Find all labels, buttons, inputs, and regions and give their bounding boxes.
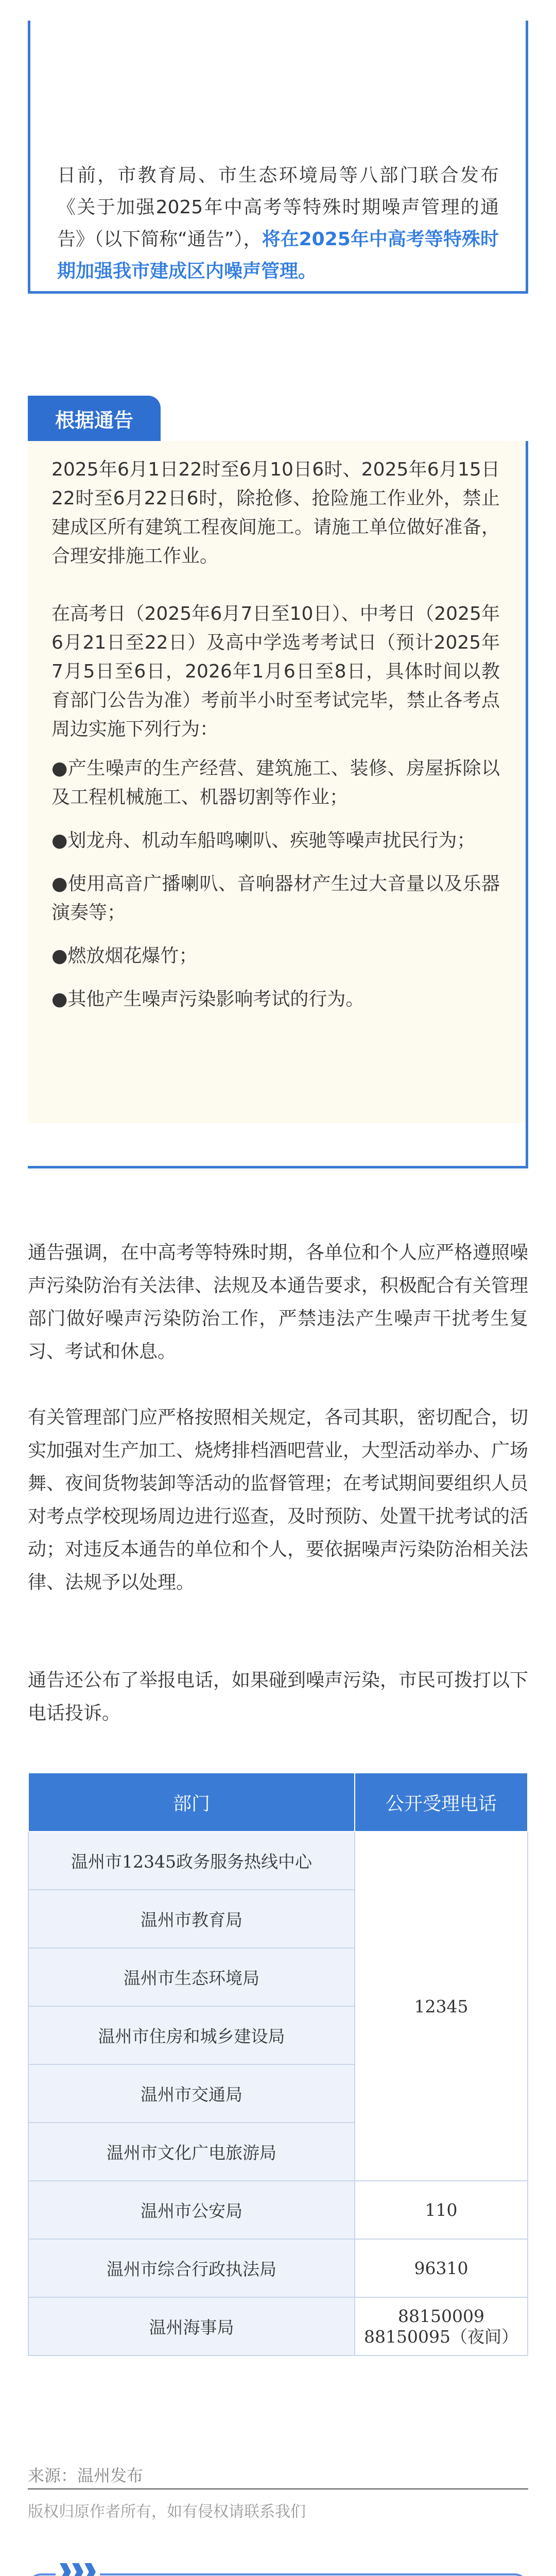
table-row (28, 2297, 528, 2355)
dept-cell: 温州市公安局 (28, 2181, 355, 2239)
copyright-line: 版权归原作者所有，如有侵权请联系我们 (28, 2503, 306, 2521)
notice-item: ●燃放烟花爆竹； (51, 945, 198, 967)
source-line: 来源：温州发布 (28, 2466, 144, 2485)
dept-cell: 温州市文化广电旅游局 (28, 2123, 355, 2181)
body-paragraph-1: 通告强调，在中高考等特殊时期，各单位和个人应严格遵照噪声污染防治有关法律、法规及本通告要求，积极配合有关管理部门做好噪声污染防治工作，严禁违法产生噪声干扰考生复习、考试和休息。 (28, 1242, 529, 1362)
intro-text-plain: 日前，市教育局、市生态环境局等八部门联合发布《关于加强2025年中高考等特殊时期噪声管理的通告》（以下简称“通告”）， (57, 165, 499, 250)
notice-item: ●使用高音广播喇叭、音响器材产生过大音量以及乐器演奏等； (51, 873, 500, 923)
intro-box (28, 21, 528, 294)
dept-cell: 温州市教育局 (28, 1890, 355, 1948)
dept-cell: 温州市综合行政执法局 (28, 2239, 355, 2297)
dept-cell: 温州海事局 (28, 2297, 355, 2355)
body-paragraph-2: 有关管理部门应严格按照相关规定，各司其职，密切配合，切实加强对生产加工、烧烤排档酒吧营业，大型活动举办、广场舞、夜间货物装卸等活动的监督管理；在考试期间要组织人员对考点学校现场周边进行巡查，及时预防、处置干扰考试的活动；对违反本通告的单位和个人，要依据噪声污染防治相关法律、法规予以处理。 (28, 1407, 529, 1593)
chevron-decoration-icon (56, 2563, 100, 2576)
dept-cell: 温州市住房和城乡建设局 (28, 2006, 355, 2064)
notice-item: ●其他产生噪声污染影响考试的行为。 (51, 989, 364, 1010)
intro-text-highlight: 将在2025年中高考等特殊时期加强我市建成区内噪声管理。 (57, 229, 499, 282)
chevron-right-icon (84, 2563, 96, 2576)
dept-cell: 温州市交通局 (28, 2064, 355, 2123)
phone-cell: 12345 (355, 1832, 528, 2181)
body-paragraph-3: 通告还公布了举报电话，如果碰到噪声污染，市民可拨打以下电话投诉。 (28, 1670, 529, 1724)
phone-table (28, 1772, 528, 2356)
dept-cell: 温州市12345政务服务热线中心 (28, 1832, 355, 1890)
follow-card (28, 2573, 528, 2576)
chevron-right-icon (60, 2563, 71, 2576)
table-row (28, 1832, 528, 1890)
dept-cell: 温州市生态环境局 (28, 1948, 355, 2006)
table-row (28, 2239, 528, 2297)
notice-item: ●划龙舟、机动车船鸣喇叭、疾驰等噪声扰民行为； (51, 830, 476, 851)
intro-paragraph (57, 160, 499, 287)
phone-cell: 96310 (355, 2239, 528, 2297)
chevron-right-icon (72, 2563, 83, 2576)
header-dept: 部门 (28, 1773, 355, 1832)
phone-number-night: 88150095（夜间） (364, 2326, 518, 2347)
table-header-row (28, 1773, 528, 1832)
notice-box-frame (28, 1123, 528, 1168)
notice-label: 根据通告 (28, 396, 161, 441)
header-phone: 公开受理电话 (355, 1773, 528, 1832)
table-row (28, 2181, 528, 2239)
notice-text (51, 455, 500, 1028)
notice-box (28, 441, 528, 1123)
notice-paragraph-2: 在高考日（2025年6月7日至10日）、中考日（2025年6月21日至22日）及高中学选考考试日（预计2025年7月5日至6日，2026年1月6日至8日，具体时间以教育部门公告为准）考前半小时至考试完毕，禁止各考点周边实施下列行为： (51, 603, 500, 740)
phone-cell (355, 2297, 528, 2355)
notice-paragraph-1: 2025年6月1日22时至6月10日6时、2025年6月15日22时至6月22日6时，除抢修、抢险施工作业外，禁止建成区所有建筑工程夜间施工。请施工单位做好准备，合理安排施工作业。 (51, 459, 500, 567)
notice-item: ●产生噪声的生产经营、建筑施工、装修、房屋拆除以及工程机械施工、机器切割等作业； (51, 758, 500, 808)
phone-cell: 110 (355, 2181, 528, 2239)
phone-number: 88150009 (398, 2306, 484, 2326)
divider (28, 2488, 528, 2489)
